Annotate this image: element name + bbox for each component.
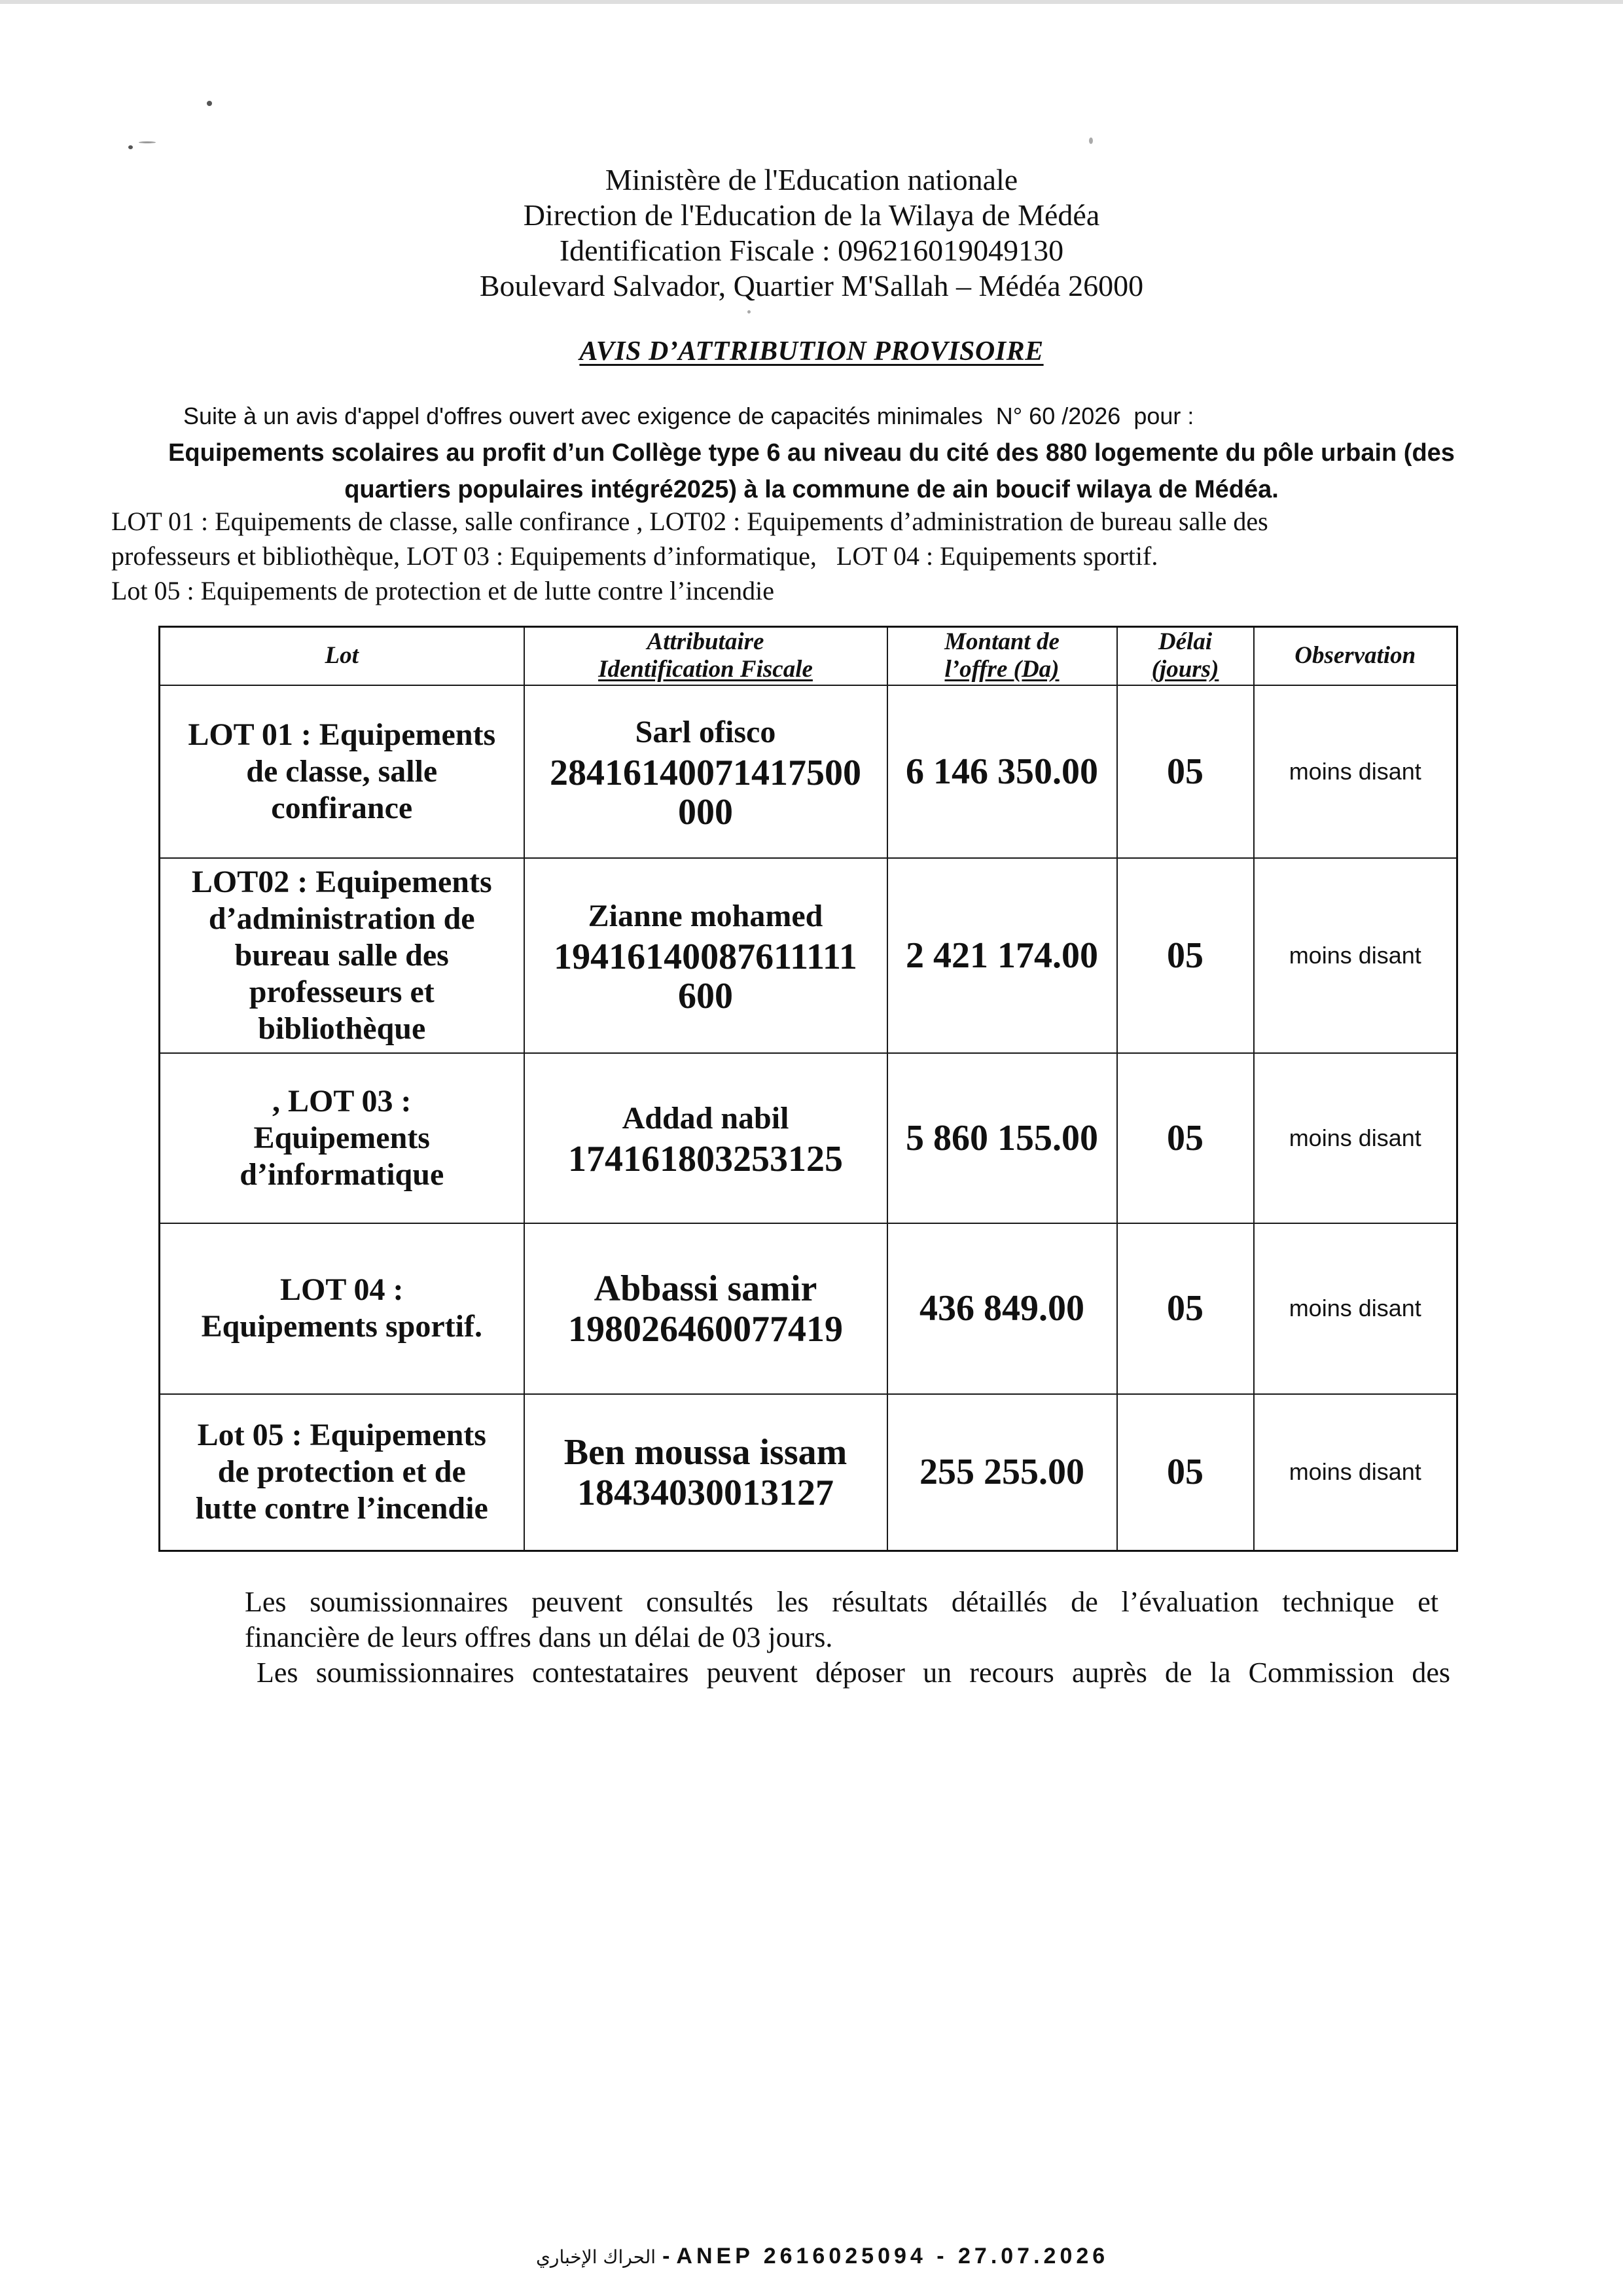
table-row <box>160 858 1457 1053</box>
award-table <box>158 626 1458 1552</box>
subject-line: Equipements scolaires au profit d’un Collège type 6 au niveau du cité des 880 logemente du pôle urbain (des <box>168 439 1455 467</box>
notes-line: financière de leurs offres dans un délai de 03 jours. <box>245 1621 833 1653</box>
lots-summary <box>111 504 1268 608</box>
notes-line: Les soumissionnaires contestataires peuvent déposer un recours auprès de la Commission des <box>257 1657 1450 1689</box>
attributaire-nif: 174161803253125 <box>568 1138 843 1179</box>
cell-lot <box>160 1394 524 1551</box>
lot-label: , LOT 03 : Equipements d’informatique <box>240 1083 444 1192</box>
header-montant-unit: l’offre (Da) <box>944 656 1060 683</box>
subject-line: quartiers populaires intégré2025) à la commune de ain boucif wilaya de Médéa. <box>344 476 1279 503</box>
cell-observation: moins disant <box>1254 1053 1457 1223</box>
cell-attributaire <box>524 1053 887 1223</box>
lot-label: LOT 01 : Equipements de classe, salle confirance <box>188 717 496 825</box>
header-delai-unit: (jours) <box>1151 656 1219 683</box>
cell-lot <box>160 1053 524 1223</box>
tender-subject <box>0 435 1623 508</box>
cell-montant: 6 146 350.00 <box>887 685 1117 858</box>
table-header-row <box>160 627 1457 685</box>
publication-footer <box>536 2242 1109 2275</box>
header-attributaire-label: Attributaire <box>647 628 764 656</box>
cell-delai: 05 <box>1117 858 1254 1053</box>
intro-text: Suite à un avis d'appel d'offres ouvert avec exigence de capacités minimales N° 60 /2026 pour : <box>183 403 1194 429</box>
address-line: Boulevard Salvador, Quartier M'Sallah – Médéa 26000 <box>479 269 1144 302</box>
table-row <box>160 685 1457 858</box>
header-lot-label: Lot <box>325 642 359 670</box>
header-lot <box>160 627 524 685</box>
attributaire-name: Sarl ofisco <box>635 714 776 749</box>
document-title: AVIS D’ATTRIBUTION PROVISOIRE <box>579 336 1044 367</box>
attributaire-nif: 19416140087611111600 <box>554 936 857 1016</box>
issuer-header <box>0 162 1623 304</box>
cell-delai: 05 <box>1117 1223 1254 1394</box>
lot-label: Lot 05 : Equipements de protection et de lutte contre l’incendie <box>195 1418 488 1526</box>
cell-attributaire <box>524 1394 887 1551</box>
cell-delai: 05 <box>1117 1053 1254 1223</box>
fiscal-id-line: Identification Fiscale : 096216019049130 <box>559 234 1064 267</box>
table-row <box>160 1223 1457 1394</box>
cell-lot <box>160 685 524 858</box>
scan-speck <box>747 310 751 314</box>
ministry-line: Ministère de l'Education nationale <box>605 163 1018 196</box>
lots-summary-line: LOT 01 : Equipements de classe, salle confirance , LOT02 : Equipements d’administration de bureau salle des <box>111 507 1268 536</box>
header-montant-label: Montant de <box>944 628 1060 656</box>
direction-line: Direction de l'Education de la Wilaya de Médéa <box>523 198 1100 232</box>
cell-lot <box>160 858 524 1053</box>
scan-speck <box>139 141 156 143</box>
scan-speck <box>1089 137 1093 144</box>
cell-attributaire <box>524 685 887 858</box>
attributaire-nif: 18434030013127 <box>577 1473 834 1514</box>
notes-line: Les soumissionnaires peuvent consultés les résultats détaillés de l’évaluation technique et <box>245 1586 1438 1618</box>
header-observation <box>1254 627 1457 685</box>
footer-source: الحراك الإخباري <box>536 2246 656 2268</box>
cell-montant: 436 849.00 <box>887 1223 1117 1394</box>
cell-delai: 05 <box>1117 1394 1254 1551</box>
scan-speck <box>128 145 133 149</box>
lots-summary-line: professeurs et bibliothèque, LOT 03 : Equipements d’informatique, LOT 04 : Equipements sportif. <box>111 541 1158 571</box>
lots-summary-line: Lot 05 : Equipements de protection et de lutte contre l’incendie <box>111 576 775 605</box>
header-nif-label: Identification Fiscale <box>598 656 813 683</box>
cell-observation: moins disant <box>1254 685 1457 858</box>
lot-label: LOT02 : Equipements d’administration de bureau salle des professeurs et bibliothèque <box>191 864 492 1046</box>
cell-delai: 05 <box>1117 685 1254 858</box>
cell-montant: 5 860 155.00 <box>887 1053 1117 1223</box>
footer-reference: ANEP 2616025094 - 27.07.2026 <box>676 2244 1109 2269</box>
cell-observation: moins disant <box>1254 1394 1457 1551</box>
scan-edge <box>0 0 1623 4</box>
attributaire-name: Zianne mohamed <box>588 898 823 933</box>
lot-label: LOT 04 : Equipements sportif. <box>201 1272 482 1344</box>
header-delai-label: Délai <box>1158 628 1213 656</box>
table-row <box>160 1053 1457 1223</box>
attributaire-nif: 198026460077419 <box>568 1309 843 1350</box>
scan-speck <box>207 101 212 106</box>
header-delai <box>1117 627 1254 685</box>
cell-observation: moins disant <box>1254 1223 1457 1394</box>
cell-attributaire <box>524 1223 887 1394</box>
cell-observation: moins disant <box>1254 858 1457 1053</box>
attributaire-name: Addad nabil <box>622 1100 789 1136</box>
cell-attributaire <box>524 858 887 1053</box>
attributaire-nif: 28416140071417500000 <box>550 752 861 833</box>
cell-montant: 2 421 174.00 <box>887 858 1117 1053</box>
cell-lot <box>160 1223 524 1394</box>
attributaire-name: Abbassi samir <box>594 1268 817 1309</box>
header-observation-label: Observation <box>1294 642 1416 670</box>
attributaire-name: Ben moussa issam <box>563 1432 847 1473</box>
header-attributaire <box>524 627 887 685</box>
header-montant <box>887 627 1117 685</box>
table-row <box>160 1394 1457 1551</box>
cell-montant: 255 255.00 <box>887 1394 1117 1551</box>
footer-separator: - <box>662 2244 670 2269</box>
